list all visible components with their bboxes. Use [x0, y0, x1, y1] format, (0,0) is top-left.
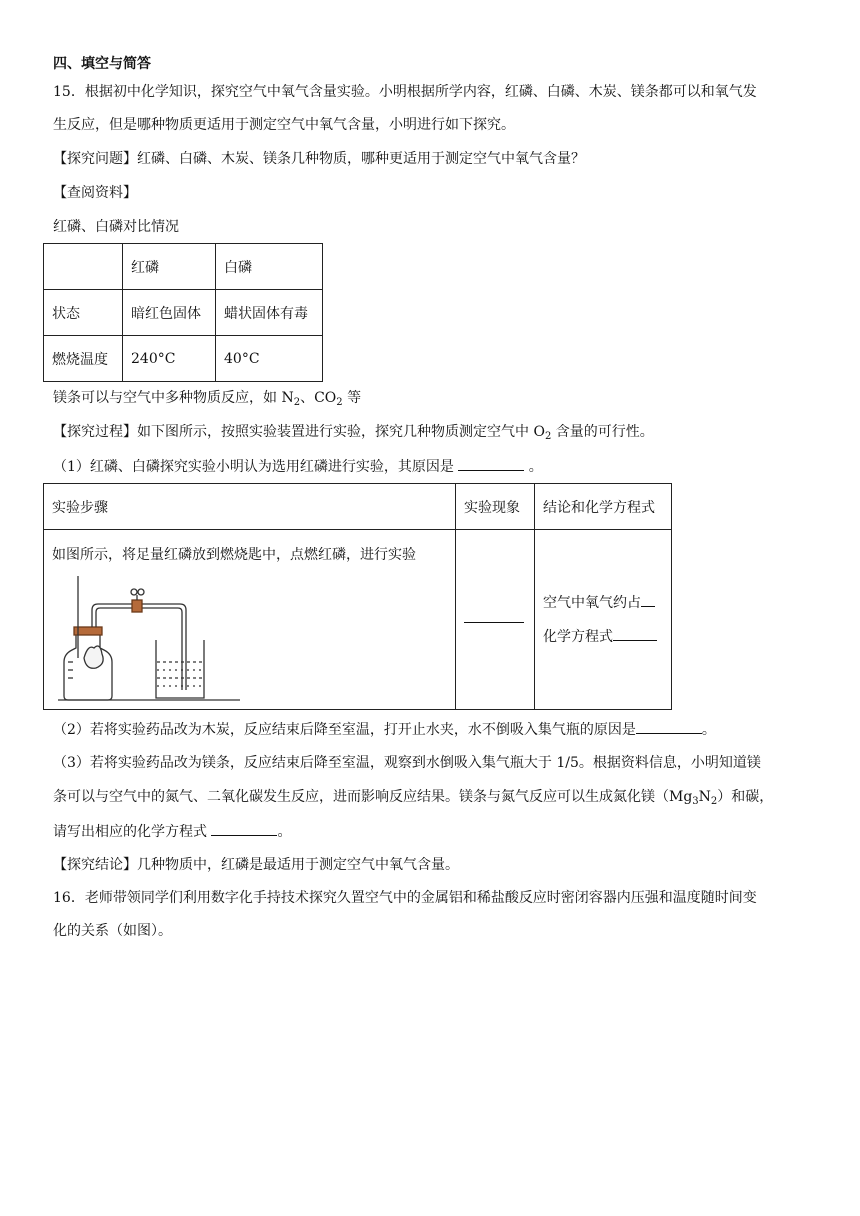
compare-row — [44, 336, 323, 382]
experiment-header-cell: 实验步骤 — [44, 484, 456, 530]
compare-header-row — [44, 244, 323, 290]
part2-text: （2）若将实验药品改为木炭，反应结束后降至室温，打开止水夹，水不倒吸入集气瓶的原因是 — [53, 722, 636, 738]
apparatus-diagram — [52, 570, 242, 705]
experiment-phenomenon-cell — [456, 530, 535, 710]
conclusion-tag: 【探究结论】 — [53, 857, 137, 873]
experiment-conclusion-cell — [535, 530, 672, 710]
compare-row — [44, 290, 323, 336]
conclusion-text: 几种物质中，红磷是最适用于测定空气中氧气含量。 — [137, 857, 459, 873]
mg-note-text: 等 — [342, 390, 362, 406]
clamp-shape — [132, 600, 142, 612]
process-text: 如下图所示，按照实验装置进行实验，探究几种物质测定空气中 O — [137, 424, 545, 440]
experiment-header-row — [44, 484, 672, 530]
answer-blank[interactable] — [641, 592, 655, 607]
part3-text: 条可以与空气中的氮气、二氧化碳发生反应，进而影响反应结果。镁条与氮气反应可以生成氮化镁（Mg — [53, 789, 693, 805]
part1-line — [53, 456, 543, 477]
q15-question — [53, 149, 585, 169]
part3-line2 — [53, 787, 773, 812]
subscript: 2 — [336, 397, 343, 408]
compare-cell: 蜡状固体有毒 — [216, 290, 323, 336]
mg-note-text: 镁条可以与空气中多种物质反应，如 N — [53, 390, 294, 406]
experiment-row — [44, 530, 672, 710]
delivery-tube-outer — [92, 604, 186, 690]
compare-cell: 燃烧温度 — [44, 336, 123, 382]
compare-cell: 暗红色固体 — [123, 290, 216, 336]
compare-cell: 240°C — [123, 336, 216, 382]
subscript: 3 — [692, 796, 699, 807]
compare-table — [43, 243, 323, 382]
part2-line — [53, 719, 716, 740]
answer-blank[interactable] — [464, 621, 524, 623]
q16-line1: 16．老师带领同学们利用数字化手持技术探究久置空气中的金属铝和稀盐酸反应时密闭容器内压强和温度随时间变 — [53, 890, 757, 906]
section-title: 四、填空与简答 — [53, 56, 151, 72]
compare-cell: 状态 — [44, 290, 123, 336]
conclusion-text: 空气中氧气约占 — [543, 594, 641, 611]
experiment-table — [43, 483, 672, 710]
answer-blank[interactable] — [211, 821, 277, 836]
beaker-shape — [156, 640, 204, 698]
part1-text: （1）红磷、白磷探究实验小明认为选用红磷进行实验，其原因是 — [53, 459, 459, 475]
part2-text: 。 — [701, 722, 716, 738]
compare-header-cell: 红磷 — [123, 244, 216, 290]
part3-line3 — [53, 821, 291, 842]
conclusion-line — [53, 855, 459, 875]
mg-note — [53, 388, 361, 413]
answer-blank[interactable] — [458, 456, 524, 471]
process-tag: 【探究过程】 — [53, 424, 137, 440]
q15-intro-line1: 15．根据初中化学知识，探究空气中氧气含量实验。小明根据所学内容，红磷、白磷、木炭、镁条都可以和氧气发 — [53, 84, 757, 100]
experiment-step-cell — [44, 530, 456, 710]
subscript: 2 — [710, 796, 718, 807]
part1-text: 。 — [524, 459, 543, 475]
experiment-header-cell: 结论和化学方程式 — [535, 484, 672, 530]
references-tag: 【查阅资料】 — [53, 185, 137, 201]
mg-note-text: 、CO — [300, 390, 337, 406]
q15-intro-line2: 生反应，但是哪种物质更适用于测定空气中氧气含量，小明进行如下探究。 — [53, 117, 515, 133]
experiment-header-cell: 实验现象 — [456, 484, 535, 530]
process-line — [53, 422, 654, 447]
compare-header-cell: 白磷 — [216, 244, 323, 290]
flame-shape — [84, 646, 103, 668]
part3-text: N — [698, 789, 711, 805]
subscript: 2 — [544, 431, 552, 442]
compare-cell: 40°C — [216, 336, 323, 382]
part3-line1: （3）若将实验药品改为镁条，反应结束后降至室温，观察到水倒吸入集气瓶大于 1/5。根据资料信息，小明知道镁 — [53, 755, 761, 771]
subscript: 2 — [293, 397, 301, 408]
compare-caption: 红磷、白磷对比情况 — [53, 219, 179, 235]
experiment-step-text: 如图所示，将足量红磷放到燃烧匙中，点燃红磷，进行实验 — [52, 547, 416, 563]
compare-header-cell — [44, 244, 123, 290]
question-text: 红磷、白磷、木炭、镁条几种物质，哪种更适用于测定空气中氧气含量？ — [137, 151, 585, 167]
part3-text: ）和碳， — [717, 789, 774, 805]
answer-blank[interactable] — [613, 626, 657, 641]
answer-blank[interactable] — [636, 719, 702, 734]
conclusion-line1 — [543, 586, 663, 620]
process-text: 含量的可行性。 — [551, 424, 654, 440]
part3-text: 请写出相应的化学方程式 — [53, 824, 212, 840]
part3-text: 。 — [277, 824, 292, 840]
question-tag: 【探究问题】 — [53, 151, 137, 167]
conclusion-line2 — [543, 620, 663, 654]
q16-line2: 化的关系（如图）。 — [53, 923, 172, 939]
conclusion-text: 化学方程式 — [543, 628, 613, 645]
